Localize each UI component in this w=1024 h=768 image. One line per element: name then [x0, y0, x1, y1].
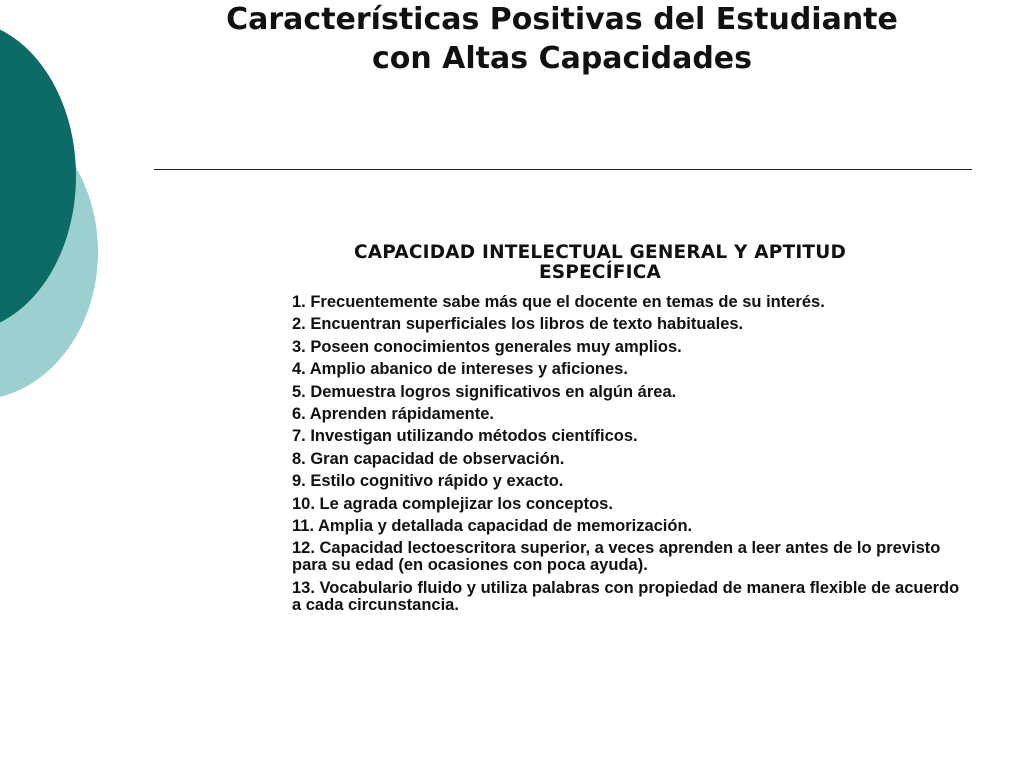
title-divider: [154, 169, 972, 170]
list-item: 5. Demuestra logros significativos en algún área.: [292, 382, 677, 401]
slide-title-line-1: Características Positivas del Estudiante: [226, 2, 898, 37]
slide-title: [150, 0, 974, 78]
characteristics-list: [292, 294, 962, 619]
list-item: 4. Amplio abanico de intereses y aficiones.: [292, 360, 628, 379]
list-item: 10. Le agrada complejizar los conceptos.: [292, 494, 613, 513]
list-item: 13. Vocabulario fluido y utiliza palabras con propiedad de manera flexible de acuerdo a cada circunstancia.: [292, 578, 960, 614]
list-item: 12. Capacidad lectoescritora superior, a veces aprenden a leer antes de lo previsto para su edad (en ocasiones con poca ayuda).: [292, 539, 941, 575]
list-item: 8. Gran capacidad de observación.: [292, 449, 565, 468]
list-item: 3. Poseen conocimientos generales muy amplios.: [292, 337, 682, 356]
slide-title-line-2: con Altas Capacidades: [371, 41, 753, 76]
list-item: 11. Amplia y detallada capacidad de memorización.: [292, 516, 693, 535]
list-item: 7. Investigan utilizando métodos científicos.: [292, 427, 638, 446]
section-subtitle: CAPACIDAD INTELECTUAL GENERAL Y APTITUD ESPECÍFICA: [354, 242, 846, 283]
list-item: 1. Frecuentemente sabe más que el docente en temas de su interés.: [292, 293, 825, 311]
list-item: 6. Aprenden rápidamente.: [292, 404, 495, 423]
list-item: 2. Encuentran superficiales los libros de texto habituales.: [292, 315, 744, 334]
list-item: 9. Estilo cognitivo rápido y exacto.: [292, 472, 564, 491]
